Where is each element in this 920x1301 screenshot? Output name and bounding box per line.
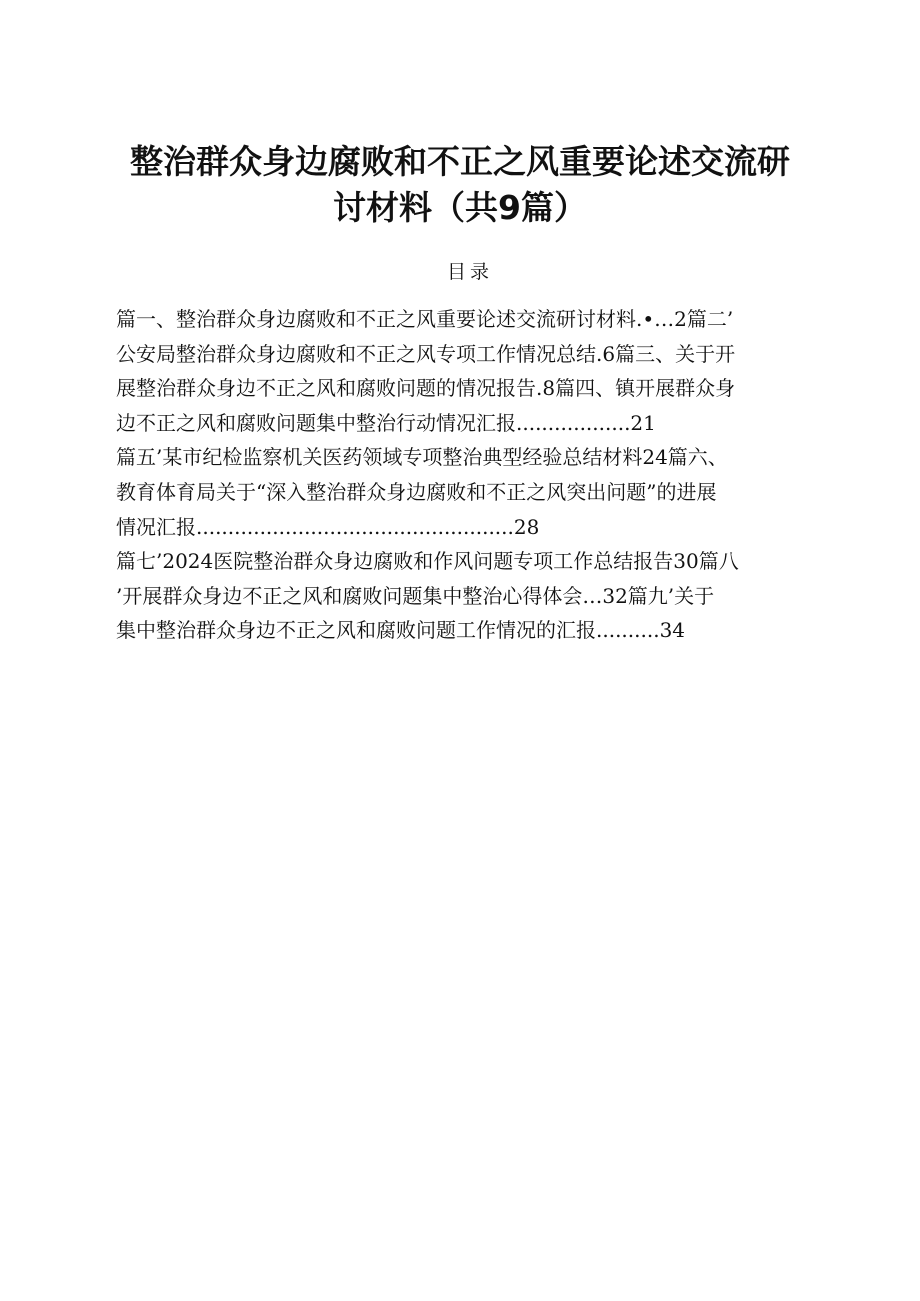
- toc-line: 教育体育局关于“深入整治群众身边腐败和不正之风突出问题”的进展: [116, 479, 717, 504]
- toc-line: 情况汇报..................................................28: [116, 514, 540, 539]
- toc-line: 篇五’某市纪检监察机关医药领域专项整治典型经验总结材料24篇六、: [116, 445, 728, 470]
- document-title-line-2: 讨材料（共9篇）: [333, 188, 587, 227]
- toc-line: 边不正之风和腐败问题集中整治行动情况汇报..................21: [116, 410, 656, 435]
- toc-line: 集中整治群众身边不正之风和腐败问题工作情况的汇报..........34: [116, 618, 686, 643]
- toc-line: 展整治群众身边不正之风和腐败问题的情况报告.8篇四、镇开展群众身: [116, 376, 736, 401]
- toc-heading: 目录: [446, 261, 493, 283]
- toc-line: ’开展群众身边不正之风和腐败问题集中整治心得体会…32篇九’关于: [116, 583, 715, 608]
- toc-line: 篇一、整治群众身边腐败和不正之风重要论述交流研讨材料.•…2篇二’: [116, 307, 734, 331]
- table-of-contents: [116, 302, 830, 648]
- toc-line: 公安局整治群众身边腐败和不正之风专项工作情况总结.6篇三、关于开: [116, 341, 736, 366]
- toc-line: 篇七’2024医院整治群众身边腐败和作风问题专项工作总结报告30篇八: [116, 549, 739, 574]
- document-title-line-1: 整治群众身边腐败和不正之风重要论述交流研: [130, 142, 790, 181]
